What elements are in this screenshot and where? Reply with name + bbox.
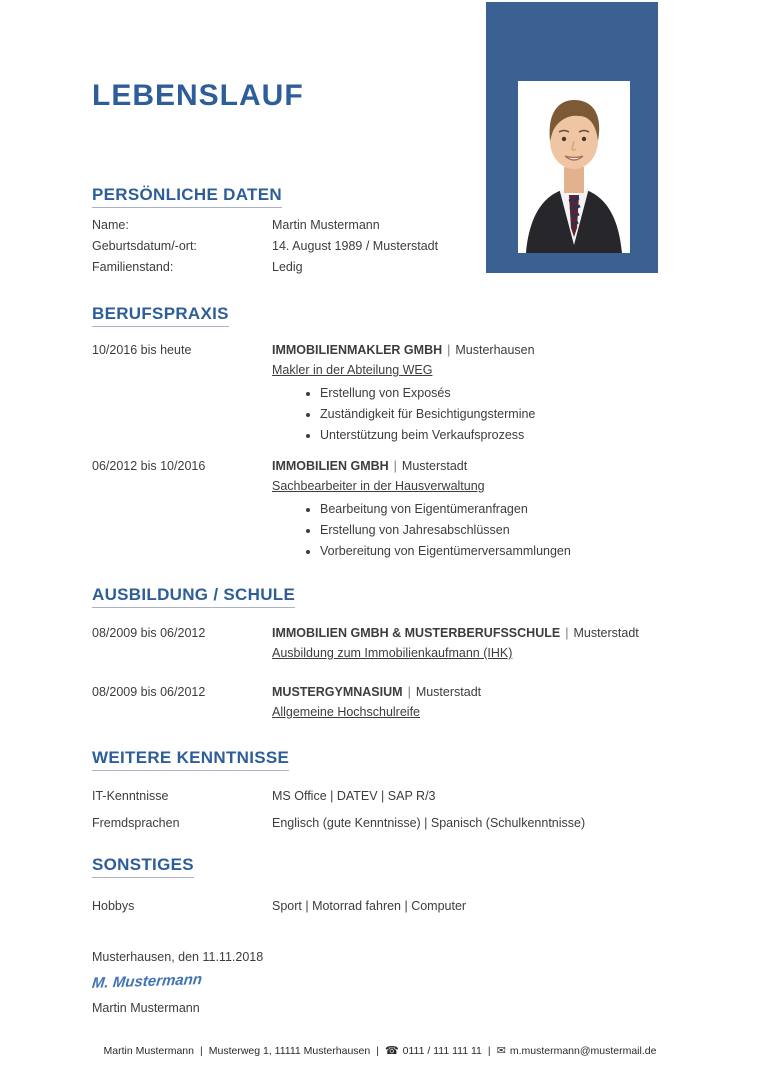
personal-row-name (92, 215, 668, 236)
company-line (272, 340, 668, 360)
experience-entry (92, 456, 668, 562)
field-label: Fremdsprachen (92, 816, 180, 830)
entry-details (272, 623, 668, 664)
field-value: Ledig (272, 260, 303, 274)
footer-phone: 0111 / 111 111 11 (402, 1045, 482, 1057)
entry-details (272, 456, 668, 562)
field-value: MS Office | DATEV | SAP R/3 (272, 789, 436, 803)
signed-name: Martin Mustermann (92, 1001, 200, 1015)
company-name: IMMOBILIEN GMBH (272, 459, 389, 473)
education-entry (92, 623, 668, 664)
task-bullet-list (272, 499, 668, 562)
task-bullet: • Vorbereitung von Eigentümerversammlungen (320, 541, 668, 562)
job-role: Makler in der Abteilung WEG (272, 363, 433, 377)
pipe-separator: | (447, 343, 451, 357)
task-bullet: • Erstellung von Jahresabschlüssen (320, 520, 668, 541)
section-misc (92, 855, 668, 917)
section-heading-personal: PERSÖNLICHE DATEN (92, 185, 282, 208)
section-heading-skills: WEITERE KENNTNISSE (92, 748, 289, 771)
cv-content (92, 0, 668, 1017)
degree-title: Ausbildung zum Immobilienkaufmann (IHK) (272, 646, 513, 660)
footer-contact-line (0, 1044, 760, 1058)
company-location: Musterhausen (455, 343, 535, 357)
task-bullet: • Bearbeitung von Eigentümeranfragen (320, 499, 668, 520)
entry-details (272, 340, 668, 446)
company-line (272, 456, 668, 476)
task-bullet: • Erstellung von Exposés (320, 383, 668, 404)
misc-row-hobbies (92, 896, 668, 917)
section-education (92, 585, 668, 723)
field-label: Name: (92, 218, 129, 232)
section-heading-experience: BERUFSPRAXIS (92, 304, 229, 327)
entry-period: 06/2012 bis 10/2016 (92, 459, 206, 473)
company-location: Musterstadt (401, 459, 468, 473)
entry-details (272, 682, 668, 723)
field-label: Hobbys (92, 899, 135, 913)
company-name: IMMOBILIENMAKLER GMBH (272, 343, 443, 357)
closing-block (92, 948, 668, 1017)
pipe-separator: | (407, 685, 411, 699)
misc-rows (92, 896, 668, 917)
task-bullet-list (272, 383, 668, 446)
skills-row-languages (92, 813, 668, 834)
school-name: IMMOBILIEN GMBH & MUSTERBERUFSSCHULE (272, 626, 561, 640)
company-line (272, 623, 668, 643)
footer-name: Martin Mustermann (103, 1045, 194, 1057)
field-value: 14. August 1989 / Musterstadt (272, 239, 439, 253)
place-and-date: Musterhausen, den 11.11.2018 (92, 950, 264, 964)
signature: M. Mustermann (91, 971, 203, 992)
school-location: Musterstadt (573, 626, 639, 640)
school-name: MUSTERGYMNASIUM (272, 685, 403, 699)
entry-period: 10/2016 bis heute (92, 343, 192, 357)
field-label: IT-Kenntnisse (92, 789, 169, 803)
personal-row-birth (92, 236, 668, 257)
field-label: Geburtsdatum/-ort: (92, 239, 197, 253)
skills-rows (92, 786, 668, 834)
section-experience (92, 304, 668, 562)
telephone-icon: ☎ (384, 1045, 399, 1057)
pipe-separator: | (376, 1045, 379, 1057)
section-skills (92, 748, 668, 834)
degree-title: Allgemeine Hochschulreife (272, 705, 420, 719)
section-personal (92, 185, 668, 278)
field-value: Martin Mustermann (272, 218, 380, 232)
school-location: Musterstadt (415, 685, 482, 699)
entry-period: 08/2009 bis 06/2012 (92, 626, 206, 640)
footer-address: Musterweg 1, 11111 Musterhausen (208, 1045, 371, 1057)
field-label: Familienstand: (92, 260, 174, 274)
pipe-separator: | (565, 626, 569, 640)
education-entry (92, 682, 668, 723)
personal-rows (92, 215, 668, 278)
page-title: LEBENSLAUF (92, 79, 304, 112)
pipe-separator: | (487, 1045, 491, 1057)
envelope-icon: ✉ (496, 1045, 506, 1057)
footer-email: m.mustermann@mustermail.de (509, 1045, 657, 1057)
personal-row-marital (92, 257, 668, 278)
section-heading-education: AUSBILDUNG / SCHULE (92, 585, 295, 608)
field-value: Englisch (gute Kenntnisse) | Spanisch (Schulkenntnisse) (272, 816, 586, 830)
task-bullet: • Unterstützung beim Verkaufsprozess (320, 425, 668, 446)
task-bullet: • Zuständigkeit für Besichtigungstermine (320, 404, 668, 425)
skills-row-it (92, 786, 668, 807)
pipe-separator: | (200, 1045, 203, 1057)
experience-entry (92, 340, 668, 446)
section-heading-misc: SONSTIGES (92, 855, 194, 878)
field-value: Sport | Motorrad fahren | Computer (272, 899, 467, 913)
pipe-separator: | (393, 459, 397, 473)
job-role: Sachbearbeiter in der Hausverwaltung (272, 479, 485, 493)
company-line (272, 682, 668, 702)
entry-period: 08/2009 bis 06/2012 (92, 685, 206, 699)
